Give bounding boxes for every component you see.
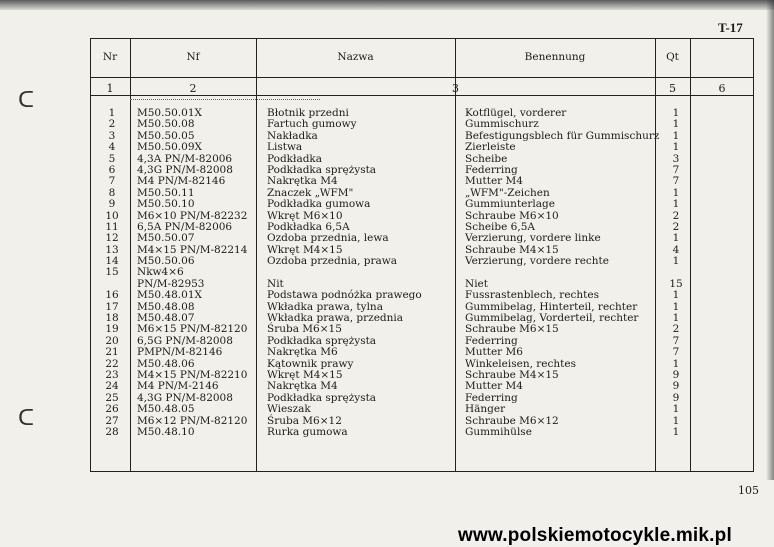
header-divider	[90, 77, 754, 78]
part-reference-cell: M50.48.08	[137, 300, 195, 313]
part-number-cell: 28	[105, 425, 119, 438]
german-name-cell: Federring	[465, 163, 518, 176]
german-name-cell: Schraube M6×10	[465, 209, 559, 222]
column-number: 3	[452, 82, 459, 95]
part-number-cell: 13	[105, 243, 119, 256]
part-number-cell: 6	[108, 163, 116, 176]
page-number: 105	[738, 484, 759, 497]
table-row	[90, 233, 754, 244]
parts-list	[90, 108, 754, 438]
polish-name-cell: Podkładka sprężysta	[267, 163, 377, 176]
german-name-cell: Niet	[465, 277, 488, 290]
table-row	[90, 404, 754, 415]
quantity-cell: 15	[669, 277, 683, 290]
quantity-cell: 7	[672, 334, 680, 347]
header-nr: Nr	[102, 51, 118, 63]
polish-name-cell: Znaczek „WFM"	[267, 186, 354, 199]
german-name-cell: Federring	[465, 391, 518, 404]
part-number-cell: 23	[105, 368, 119, 381]
part-number-cell: 1	[108, 107, 116, 119]
german-name-cell: Fussrastenblech, rechtes	[465, 289, 599, 302]
quantity-cell: 7	[672, 175, 680, 188]
part-number-cell: 27	[105, 414, 119, 427]
part-reference-cell: M50.48.07	[137, 312, 195, 325]
scan-top-shadow	[0, 0, 774, 10]
quantity-cell: 7	[672, 163, 680, 176]
part-reference-cell: M50.50.06	[137, 255, 195, 268]
quantity-cell: 1	[672, 289, 680, 302]
binder-hole-mark: ᑕ	[18, 88, 35, 113]
quantity-cell: 3	[672, 152, 680, 165]
polish-name-cell: Wieszak	[267, 403, 311, 416]
german-name-cell: „WFM"-Zeichen	[465, 186, 550, 199]
quantity-cell: 1	[672, 198, 680, 211]
column-number: 6	[718, 82, 726, 95]
column-number: 1	[106, 82, 114, 95]
part-number-cell: 12	[105, 232, 119, 245]
part-number-cell: 2	[108, 118, 116, 131]
polish-name-cell: Wkręt M4×15	[267, 243, 343, 256]
number-row-divider	[90, 95, 754, 96]
quantity-cell: 1	[672, 425, 680, 438]
part-reference-cell: Nkw4×6	[137, 266, 184, 279]
german-name-cell: Scheibe	[465, 152, 508, 165]
german-name-cell: Scheibe 6,5A	[465, 220, 535, 233]
german-name-cell: Gummibelag, Vorderteil, rechter	[465, 312, 639, 325]
part-number-cell: 7	[108, 175, 116, 188]
column-number: 2	[189, 82, 197, 95]
part-reference-cell: M4×15 PN/M-82214	[137, 243, 248, 256]
part-reference-cell: M4×15 PN/M-82210	[137, 368, 248, 381]
quantity-cell: 1	[672, 107, 680, 119]
quantity-cell: 9	[672, 368, 680, 381]
german-name-cell: Befestigungsblech für Gummischurz	[465, 129, 660, 142]
table-row	[90, 199, 754, 210]
part-reference-cell: M6×10 PN/M-82232	[137, 209, 248, 222]
part-reference-cell: M4 PN/M-82146	[137, 175, 226, 188]
polish-name-cell: Śruba M6×12	[267, 414, 342, 427]
german-name-cell: Winkeleisen, rechtes	[465, 357, 576, 370]
polish-name-cell: Rurka gumowa	[267, 425, 348, 438]
page-code: T-17	[718, 20, 743, 35]
quantity-cell: 1	[672, 312, 680, 325]
part-reference-cell: M50.50.10	[137, 198, 195, 211]
german-name-cell: Federring	[465, 334, 518, 347]
quantity-cell: 2	[672, 323, 680, 336]
german-name-cell: Verzierung, vordere linke	[465, 232, 601, 245]
part-number-cell: 18	[105, 312, 119, 325]
german-name-cell: Schraube M6×12	[465, 414, 559, 427]
german-name-cell: Mutter M4	[465, 380, 523, 393]
part-reference-cell: M6×15 PN/M-82120	[137, 323, 248, 336]
quantity-cell: 1	[672, 232, 680, 245]
quantity-cell: 9	[672, 380, 680, 393]
part-number-cell: 20	[105, 334, 119, 347]
quantity-cell: 1	[672, 118, 680, 131]
part-number-cell: 24	[105, 380, 119, 393]
header-qt: Qt	[666, 51, 679, 63]
header-benennung: Benennung	[524, 51, 586, 63]
polish-name-cell: Podstawa podnóżka prawego	[267, 289, 422, 302]
part-number-cell: 8	[108, 186, 116, 199]
polish-name-cell: Śruba M6×15	[267, 323, 342, 336]
part-reference-cell: M50.48.01X	[137, 289, 202, 302]
german-name-cell: Schraube M4×15	[465, 243, 559, 256]
part-number-cell: 4	[108, 141, 116, 154]
part-number-cell: 16	[105, 289, 119, 302]
part-reference-cell: 4,3G PN/M-82008	[137, 163, 233, 176]
quantity-cell: 9	[672, 391, 680, 404]
polish-name-cell: Nakrętka M4	[267, 175, 338, 188]
part-number-cell: 9	[108, 198, 116, 211]
part-reference-cell: M50.50.09X	[137, 141, 202, 154]
part-number-cell: 25	[105, 391, 119, 404]
polish-name-cell: Wkręt M4×15	[267, 368, 343, 381]
german-name-cell: Schraube M6×15	[465, 323, 559, 336]
part-reference-cell: M50.48.10	[137, 425, 195, 438]
german-name-cell: Gummihülse	[465, 425, 532, 438]
polish-name-cell: Błotnik przedni	[267, 107, 349, 119]
part-number-cell: 17	[105, 300, 119, 313]
part-number-cell: 3	[108, 129, 116, 142]
part-reference-cell: M4 PN/M-2146	[137, 380, 219, 393]
polish-name-cell: Fartuch gumowy	[267, 118, 357, 131]
part-number-cell: 26	[105, 403, 119, 416]
quantity-cell: 2	[672, 209, 680, 222]
part-reference-cell: 6,5A PN/M-82006	[137, 220, 233, 233]
german-name-cell: Zierleiste	[465, 141, 516, 154]
part-reference-cell: M50.48.06	[137, 357, 195, 370]
german-name-cell: Gummiunterlage	[465, 198, 555, 211]
table-row	[90, 256, 754, 267]
polish-name-cell: Nit	[267, 277, 284, 290]
quantity-cell: 1	[672, 141, 680, 154]
german-name-cell: Mutter M6	[465, 346, 523, 359]
quantity-cell: 1	[672, 414, 680, 427]
binder-hole-mark: ᑕ	[18, 406, 35, 431]
polish-name-cell: Nakrętka M6	[267, 346, 338, 359]
polish-name-cell: Ozdoba przednia, prawa	[267, 255, 398, 268]
polish-name-cell: Kątownik prawy	[267, 357, 354, 370]
table-row	[90, 142, 754, 153]
table-row	[90, 290, 754, 301]
table-row	[90, 427, 754, 438]
german-name-cell: Kotflügel, vorderer	[465, 107, 567, 119]
column-number: 5	[669, 82, 676, 95]
part-reference-cell: 4,3A PN/M-82006	[137, 152, 233, 165]
german-name-cell: Schraube M4×15	[465, 368, 559, 381]
part-reference-cell: M50.50.05	[137, 129, 195, 142]
polish-name-cell: Podkładka gumowa	[267, 198, 371, 211]
german-name-cell: Verzierung, vordere rechte	[465, 255, 609, 268]
quantity-cell: 1	[672, 300, 680, 313]
polish-name-cell: Nakładka	[267, 129, 318, 142]
german-name-cell: Mutter M4	[465, 175, 523, 188]
website-url[interactable]: www.polskiemotocykle.mik.pl	[458, 525, 732, 546]
quantity-cell: 1	[672, 403, 680, 416]
header-nf: Nf	[186, 51, 200, 63]
part-reference-cell: M50.48.05	[137, 403, 195, 416]
german-name-cell: Gummischurz	[465, 118, 539, 131]
header-nazwa: Nazwa	[337, 51, 374, 63]
polish-name-cell: Podkładka sprężysta	[267, 334, 377, 347]
polish-name-cell: Podkładka sprężysta	[267, 391, 377, 404]
part-number-cell: 19	[105, 323, 119, 336]
part-reference-cell: M50.50.01X	[137, 107, 202, 119]
part-number-cell: 14	[105, 255, 119, 268]
quantity-cell: 1	[672, 357, 680, 370]
part-reference-cell: 6,5G PN/M-82008	[137, 334, 233, 347]
part-reference-cell: PMPN/M-82146	[137, 346, 223, 359]
part-number-cell: 21	[105, 346, 119, 359]
polish-name-cell: Listwa	[267, 141, 303, 154]
quantity-cell: 1	[672, 186, 680, 199]
part-number-cell: 11	[105, 220, 119, 233]
quantity-cell: 1	[672, 129, 680, 142]
scan-right-shadow	[766, 0, 774, 480]
part-reference-cell: M6×12 PN/M-82120	[137, 414, 248, 427]
part-number-cell: 22	[105, 357, 119, 370]
quantity-cell: 2	[672, 220, 680, 233]
german-name-cell: Gummibelag, Hinterteil, rechter	[465, 300, 638, 313]
part-reference-cell: M50.50.07	[137, 232, 195, 245]
quantity-cell: 1	[672, 255, 680, 268]
part-reference-cell: M50.50.08	[137, 118, 195, 131]
quantity-cell: 4	[672, 243, 680, 256]
part-reference-cell: PN/M-82953	[137, 277, 205, 290]
polish-name-cell: Wkręt M6×10	[267, 209, 343, 222]
part-number-cell: 5	[108, 152, 116, 165]
part-number-cell: 10	[105, 209, 119, 222]
quantity-cell: 7	[672, 346, 680, 359]
part-reference-cell: M50.50.11	[137, 186, 195, 199]
polish-name-cell: Ozdoba przednia, lewa	[267, 232, 389, 245]
polish-name-cell: Wkładka prawa, tylna	[267, 300, 383, 313]
polish-name-cell: Wkładka prawa, przednia	[267, 312, 404, 325]
polish-name-cell: Nakrętka M4	[267, 380, 338, 393]
polish-name-cell: Podkładka	[267, 152, 323, 165]
polish-name-cell: Podkładka 6,5A	[267, 220, 350, 233]
german-name-cell: Hänger	[465, 403, 506, 416]
part-number-cell: 15	[105, 266, 119, 279]
table-row	[90, 347, 754, 358]
part-reference-cell: 4,3G PN/M-82008	[137, 391, 233, 404]
dotted-rule	[130, 99, 320, 101]
